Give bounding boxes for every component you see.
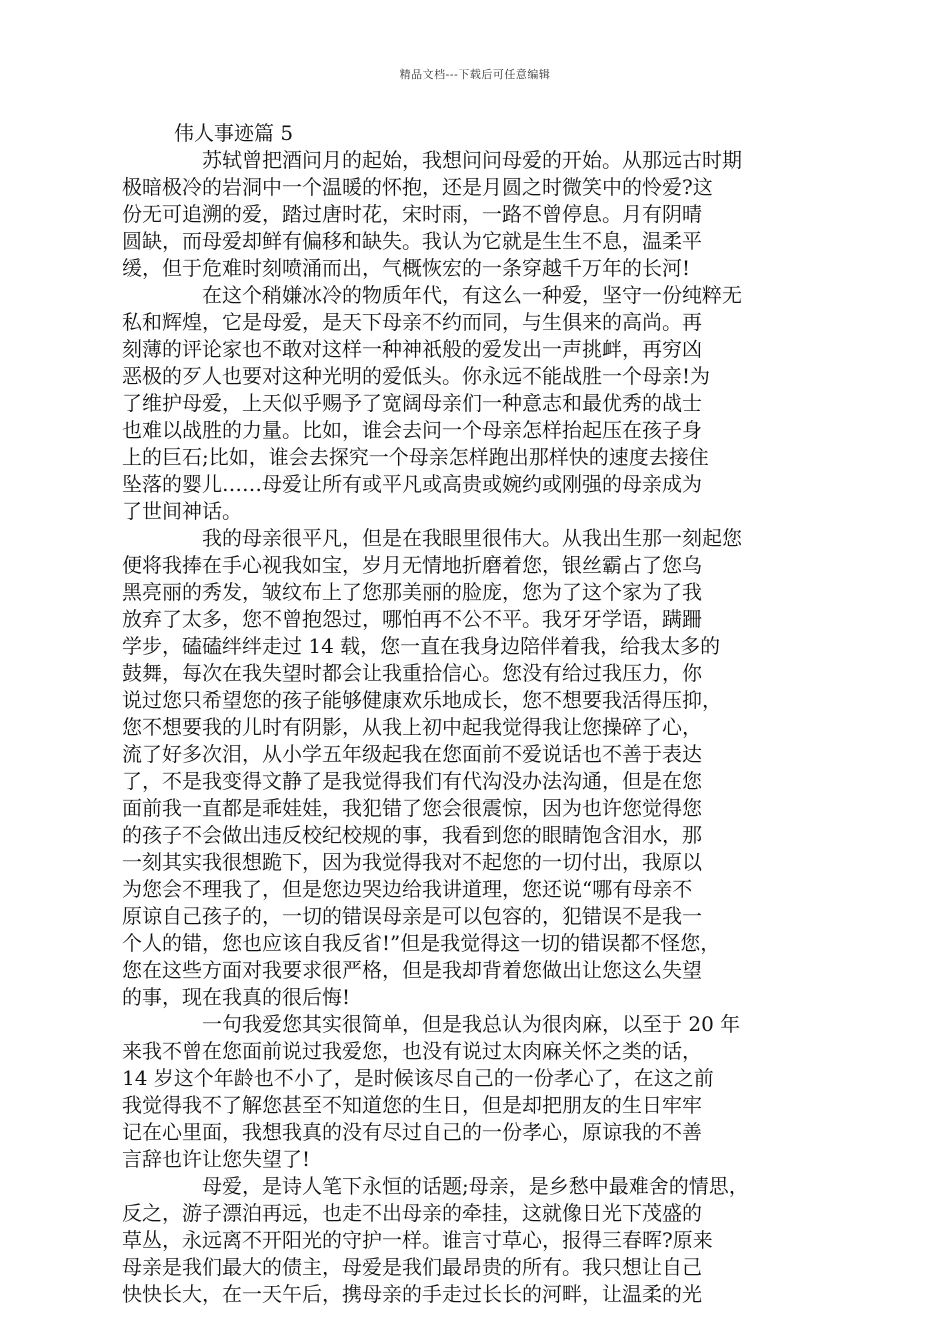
paragraph-line: 份无可追溯的爱，踏过唐时花，宋时雨，一路不曾停息。月有阴晴 xyxy=(122,202,702,226)
paragraph-line: 刻薄的评论家也不敢对这样一种神祇般的爱发出一声挑衅，再穷凶 xyxy=(122,337,702,361)
paragraph-line: 为您会不理我了，但是您边哭边给我讲道理，您还说“哪有母亲不 xyxy=(122,877,693,901)
paragraph-line: 也难以战胜的力量。比如，谁会去问一个母亲怎样抬起压在孩子身 xyxy=(122,418,702,442)
paragraph-line: 流了好多次泪，从小学五年级起我在您面前不爱说话也不善于表达 xyxy=(122,742,702,766)
paragraph xyxy=(122,282,830,525)
paragraph-line: 您在这些方面对我要求很严格，但是我却背着您做出让您这么失望 xyxy=(122,958,702,982)
paragraph-line: 我觉得我不了解您甚至不知道您的生日，但是却把朋友的生日牢牢 xyxy=(122,1093,702,1117)
paragraph-line: 一句我爱您其实很简单，但是我总认为很肉麻，以至于 20 年 xyxy=(202,1012,741,1036)
paragraph xyxy=(122,1011,830,1173)
paragraph-line: 我的母亲很平凡，但是在我眼里很伟大。从我出生那一刻起您 xyxy=(202,526,742,550)
paragraph-line: 一刻其实我很想跪下，因为我觉得我对不起您的一切付出，我原以 xyxy=(122,850,702,874)
paragraph xyxy=(122,147,830,282)
paragraph-line: 上的巨石;比如，谁会去探究一个母亲怎样跑出那样快的速度去接住 xyxy=(122,445,709,469)
paragraph-line: 的孩子不会做出违反校纪校规的事，我看到您的眼睛饱含泪水，那 xyxy=(122,823,702,847)
document-body xyxy=(122,120,830,1308)
paragraph-line: 在这个稍嫌冰冷的物质年代，有这么一种爱，坚守一份纯粹无 xyxy=(202,283,742,307)
paragraph-line: 了维护母爱，上天似乎赐予了宽阔母亲们一种意志和最优秀的战士 xyxy=(122,391,702,415)
paragraph xyxy=(122,1173,830,1308)
paragraph xyxy=(122,525,830,1011)
paragraph-line: 说过您只希望您的孩子能够健康欢乐地成长，您不想要我活得压抑， xyxy=(122,688,722,712)
paragraph-line: 记在心里面，我想我真的没有尽过自己的一份孝心，原谅我的不善 xyxy=(122,1120,702,1144)
document-title: 伟人事迹篇 5 xyxy=(174,121,294,145)
paragraph-line: 来我不曾在您面前说过我爱您，也没有说过太肉麻关怀之类的话， xyxy=(122,1039,702,1063)
paragraph-line: 的事，现在我真的很后悔! xyxy=(122,985,351,1009)
paragraph-line: 便将我捧在手心视我如宝，岁月无情地折磨着您，银丝霸占了您乌 xyxy=(122,553,702,577)
paragraph-line: 母亲是我们最大的债主，母爱是我们最昂贵的所有。我只想让自己 xyxy=(122,1255,702,1279)
paragraph-line: 您不想要我的儿时有阴影，从我上初中起我觉得我让您操碎了心， xyxy=(122,715,702,739)
paragraph-line: 苏轼曾把酒问月的起始，我想问问母爱的开始。从那远古时期 xyxy=(202,148,742,172)
page-header: 精品文档---下载后可任意编辑 xyxy=(399,68,551,81)
paragraph-line: 了世间神话。 xyxy=(122,499,242,523)
paragraph-line: 私和辉煌，它是母爱，是天下母亲不约而同，与生俱来的高尚。再 xyxy=(122,310,702,334)
paragraph-line: 恶极的歹人也要对这种光明的爱低头。你永远不能战胜一个母亲!为 xyxy=(122,364,711,388)
paragraph-line: 缓，但于危难时刻喷涌而出，气概恢宏的一条穿越千万年的长河! xyxy=(122,256,691,280)
paragraph-line: 圆缺，而母爱却鲜有偏移和缺失。我认为它就是生生不息，温柔平 xyxy=(122,229,702,253)
paragraph-line: 快快长大，在一天午后，携母亲的手走过长长的河畔，让温柔的光 xyxy=(122,1282,702,1306)
paragraph-line: 坠落的婴儿……母爱让所有或平凡或高贵或婉约或刚强的母亲成为 xyxy=(122,472,702,496)
paragraph-line: 了，不是我变得文静了是我觉得我们有代沟没办法沟通，但是在您 xyxy=(122,769,702,793)
paragraph-line: 草丛，永远离不开阳光的守护一样。谁言寸草心，报得三春晖?原来 xyxy=(122,1228,713,1252)
paragraph-line: 14 岁这个年龄也不小了，是时候该尽自己的一份孝心了，在这之前 xyxy=(122,1066,714,1090)
paragraph-line: 学步，磕磕绊绊走过 14 载，您一直在我身边陪伴着我，给我太多的 xyxy=(122,634,721,658)
paragraph-line: 面前我一直都是乖娃娃，我犯错了您会很震惊，因为也许您觉得您 xyxy=(122,796,702,820)
paragraph-line: 个人的错，您也应该自我反省!”但是我觉得这一切的错误都不怪您， xyxy=(122,931,721,955)
paragraph-line: 反之，游子漂泊再远，也走不出母亲的牵挂，这就像日光下茂盛的 xyxy=(122,1201,702,1225)
paragraph-list xyxy=(122,147,830,1308)
paragraph-line: 黑亮丽的秀发，皱纹布上了您那美丽的脸庞，您为了这个家为了我 xyxy=(122,580,702,604)
paragraph-line: 鼓舞，每次在我失望时都会让我重拾信心。您没有给过我压力，你 xyxy=(122,661,702,685)
paragraph-line: 母爱，是诗人笔下永恒的话题;母亲，是乡愁中最难舍的情思， xyxy=(202,1174,749,1198)
paragraph-line: 极暗极冷的岩洞中一个温暖的怀抱，还是月圆之时微笑中的怜爱?这 xyxy=(122,175,713,199)
paragraph-line: 原谅自己孩子的，一切的错误母亲是可以包容的，犯错误不是我一 xyxy=(122,904,702,928)
paragraph-line: 言辞也许让您失望了! xyxy=(122,1147,311,1171)
paragraph-line: 放弃了太多，您不曾抱怨过，哪怕再不公不平。我牙牙学语，蹒跚 xyxy=(122,607,702,631)
